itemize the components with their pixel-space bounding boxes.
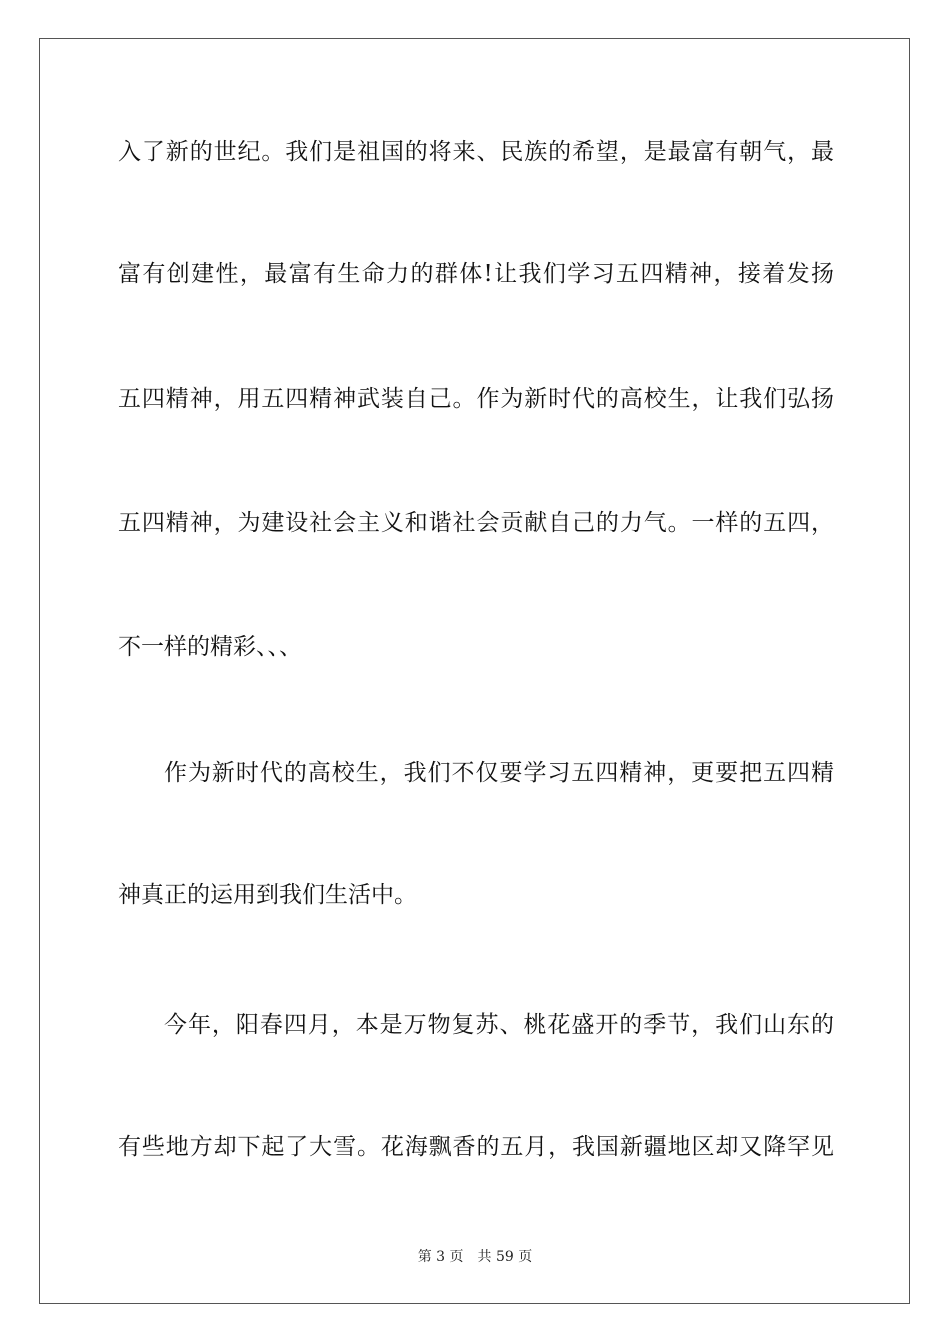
text-line: 神真正的运用到我们生活中。 bbox=[118, 882, 417, 908]
page-number: 第 3 页 bbox=[417, 1249, 464, 1265]
text-line: 富有创建性，最富有生命力的群体!让我们学习五四精神，接着发扬 bbox=[118, 261, 834, 287]
page-footer bbox=[0, 1249, 950, 1265]
paragraph-first-line: 作为新时代的高校生，我们不仅要学习五四精神，更要把五四精 bbox=[164, 760, 834, 786]
page-border bbox=[39, 38, 910, 1304]
text-line: 五四精神，用五四精神武装自己。作为新时代的高校生，让我们弘扬 bbox=[118, 386, 834, 412]
text-line: 入了新的世纪。我们是祖国的将来、民族的希望，是最富有朝气，最 bbox=[118, 139, 834, 165]
page-total: 共 59 页 bbox=[477, 1249, 533, 1265]
text-line: 五四精神，为建设社会主义和谐社会贡献自己的力气。一样的五四， bbox=[118, 510, 834, 536]
text-line: 有些地方却下起了大雪。花海飘香的五月，我国新疆地区却又降罕见 bbox=[118, 1134, 834, 1160]
text-line: 不一样的精彩、、、 bbox=[118, 634, 302, 660]
paragraph-first-line: 今年，阳春四月，本是万物复苏、桃花盛开的季节，我们山东的 bbox=[164, 1012, 834, 1038]
